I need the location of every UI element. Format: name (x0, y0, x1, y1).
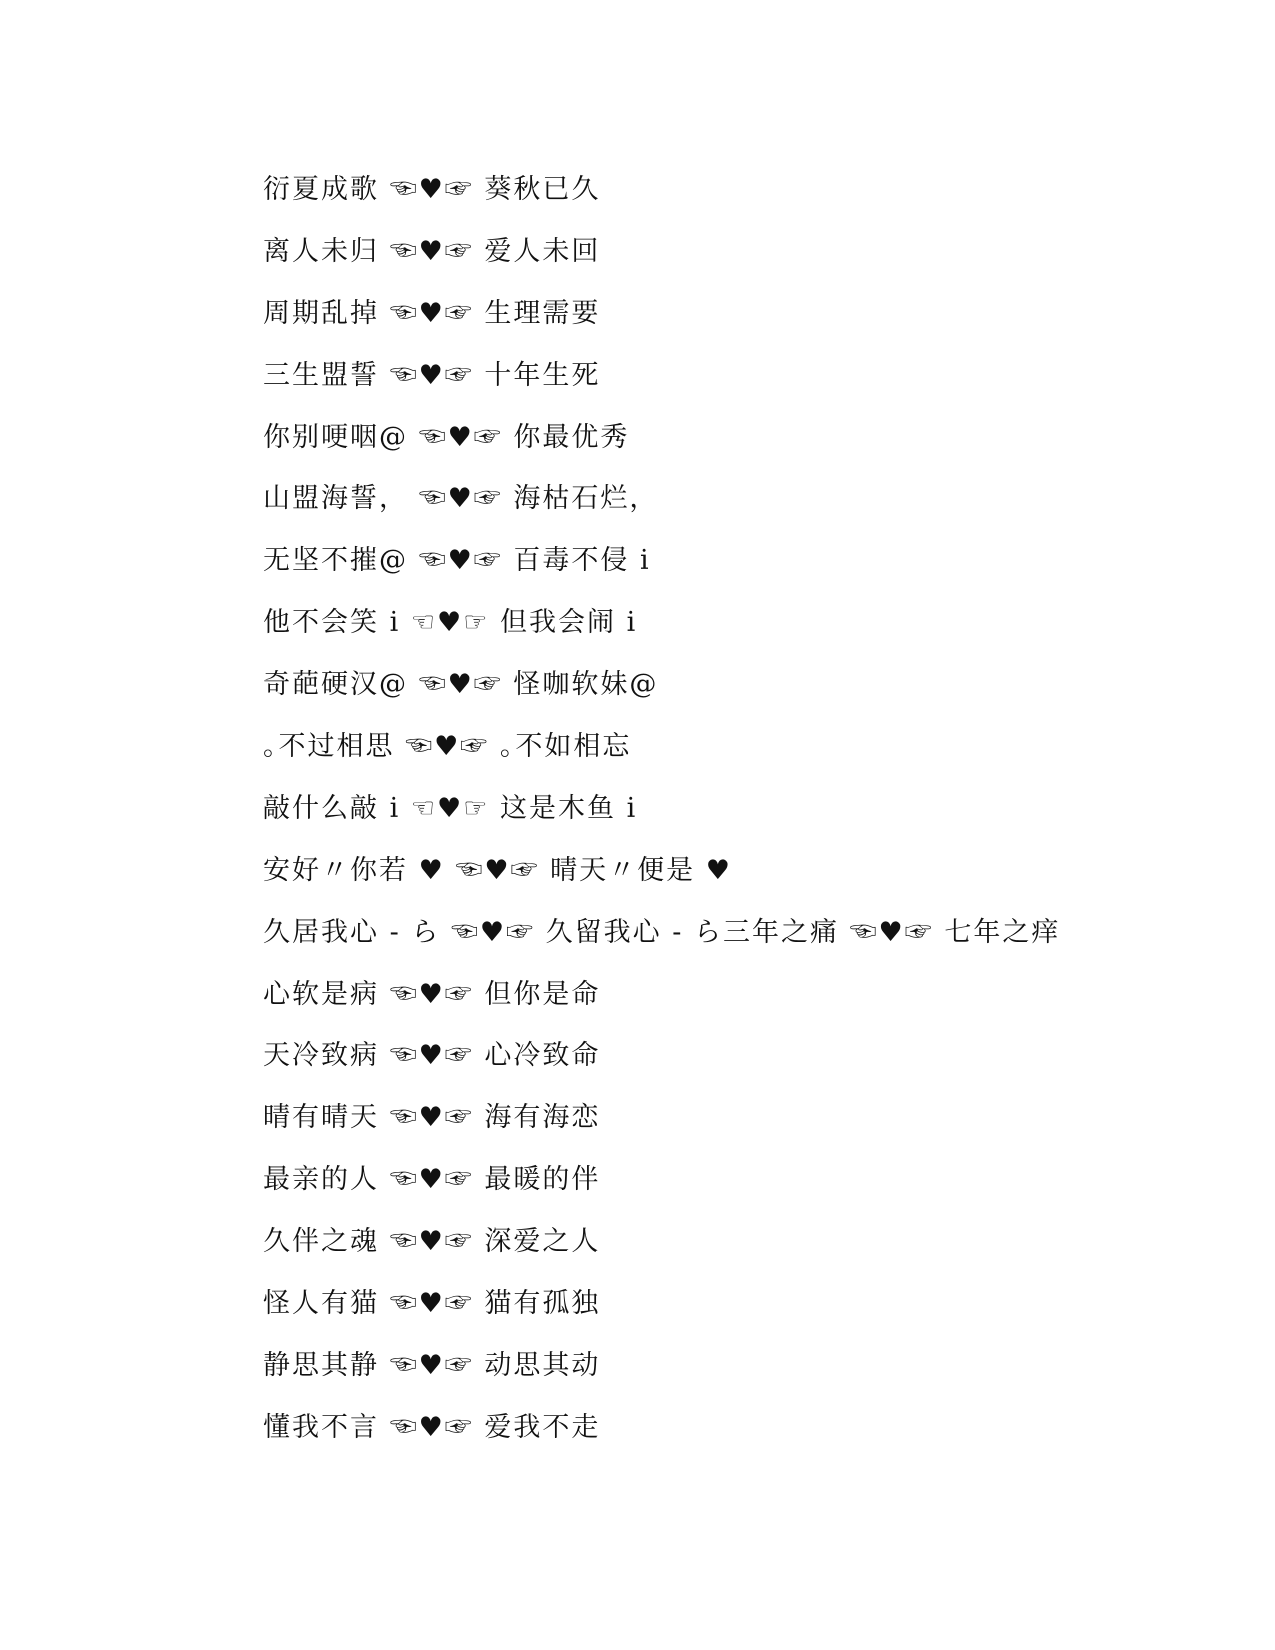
text-line: 怪人有猫 ☜♥☞ 猫有孤独 (263, 1288, 601, 1320)
text-line: 山盟海誓， ☜♥☞ 海枯石烂， (263, 483, 659, 515)
text-line: 奇葩硬汉@ ☜♥☞ 怪咖软妹@ (263, 669, 659, 701)
text-line: 离人未归 ☜♥☞ 爱人未回 (263, 235, 601, 267)
text-line: 久居我心 - ら ☜♥☞ 久留我心 - ら三年之痛 ☜♥☞ 七年之痒 (263, 916, 1061, 948)
text-line: 三生盟誓 ☜♥☞ 十年生死 (263, 359, 601, 391)
text-line: 最亲的人 ☜♥☞ 最暖的伴 (263, 1164, 601, 1196)
text-line: 晴有晴天 ☜♥☞ 海有海恋 (263, 1102, 601, 1134)
text-line: ｡不过相思 ☜♥☞ ｡不如相忘 (263, 731, 632, 763)
text-line: 安好〃你若 ♥ ☜♥☞ 晴天〃便是 ♥ (263, 854, 732, 886)
text-line: 衍夏成歌 ☜♥☞ 葵秋已久 (263, 174, 601, 205)
text-lines (263, 168, 1223, 1468)
text-line: 懂我不言 ☜♥☞ 爱我不走 (263, 1411, 601, 1443)
text-line: 他不会笑 i ☜♥☞ 但我会闹 i (263, 607, 638, 639)
text-line: 敲什么敲 i ☜♥☞ 这是木鱼 i (263, 792, 638, 824)
text-line: 心软是病 ☜♥☞ 但你是命 (263, 978, 601, 1010)
text-line: 无坚不摧@ ☜♥☞ 百毒不侵 i (263, 545, 651, 577)
text-line: 久伴之魂 ☜♥☞ 深爱之人 (263, 1226, 601, 1258)
text-line: 周期乱掉 ☜♥☞ 生理需要 (263, 297, 601, 329)
text-line: 静思其静 ☜♥☞ 动思其动 (263, 1349, 601, 1381)
text-line: 你别哽咽@ ☜♥☞ 你最优秀 (263, 421, 630, 453)
text-line: 天冷致病 ☜♥☞ 心冷致命 (263, 1040, 601, 1072)
